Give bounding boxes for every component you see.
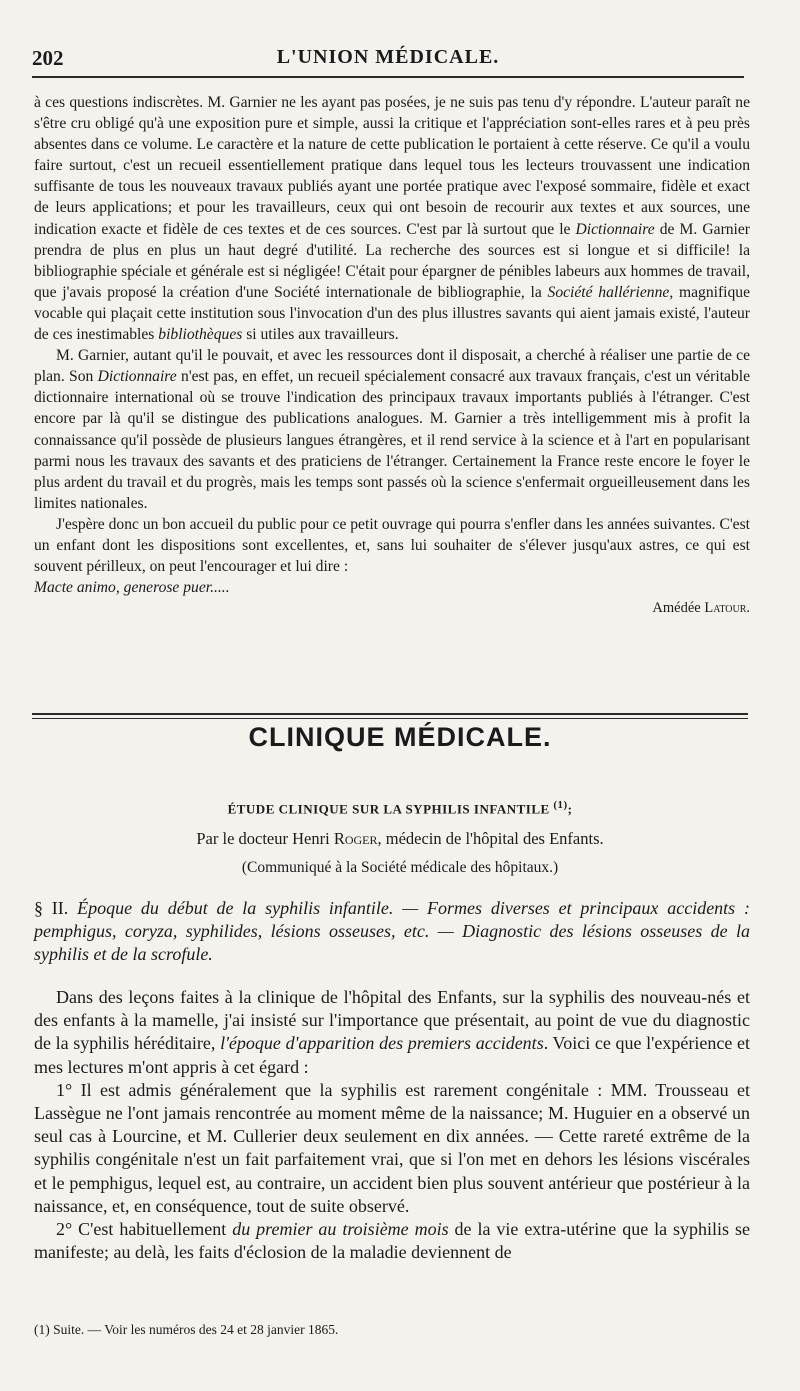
article-body bbox=[34, 986, 750, 1264]
review-p2-text: M. Garnier, autant qu'il le pouvait, et avec les ressources dont il disposait, a cherché à réaliser une partie de ce plan. Son bbox=[34, 347, 750, 386]
review-p1-em3: bibliothèques bbox=[158, 326, 243, 344]
section-rule-top bbox=[32, 713, 748, 715]
article-p3-text-b: de la vie extra-utérine que la syphilis se manifeste; au delà, les faits d'éclosion de la maladie deviennent de bbox=[34, 1219, 750, 1263]
motto-text: Macte animo, generose puer..... bbox=[34, 579, 230, 597]
section-rule-thin bbox=[32, 718, 748, 719]
motto bbox=[34, 577, 750, 598]
article-paragraph-3 bbox=[34, 1218, 750, 1264]
signature bbox=[34, 598, 750, 619]
article-title-end: ; bbox=[567, 801, 573, 817]
section-heading-text: Époque du début de la syphilis infantile. — Formes diverses et principaux accidents : pemphigus, coryza, syphilides, lésions osseuses, etc. — Diagnostic des lésions osseuses de la syphilis et de la scrofule. bbox=[34, 898, 750, 964]
signature-first: Amédée bbox=[652, 600, 705, 617]
review-p2-em: Dictionnaire bbox=[97, 368, 177, 386]
article-p1-text-b: . Voici ce que l'expérience et mes lectures m'ont appris à cet égard : bbox=[34, 1033, 750, 1077]
author-post: , médecin de l'hôpital des Enfants. bbox=[377, 829, 604, 848]
review-p1-em2: Société hallérienne bbox=[547, 283, 670, 301]
article-p1-em: l'époque d'apparition des premiers accidents bbox=[220, 1033, 544, 1054]
review-paragraph-2 bbox=[34, 345, 750, 514]
page-number: 202 bbox=[32, 46, 64, 70]
article-p3-text: 2° C'est habituellement bbox=[56, 1219, 233, 1240]
article-title bbox=[0, 799, 800, 817]
article-p3-em: du premier au troisième mois bbox=[232, 1219, 449, 1240]
section-label: § II. bbox=[34, 898, 69, 918]
review-text bbox=[34, 92, 750, 619]
footnote: (1) Suite. — Voir les numéros des 24 et 28 janvier 1865. bbox=[34, 1322, 339, 1337]
signature-last: Latour. bbox=[704, 600, 750, 617]
section-heading bbox=[34, 897, 750, 966]
review-p1-em1: Dictionnaire bbox=[575, 220, 655, 238]
running-head bbox=[32, 40, 744, 78]
review-p1-text-d: si utiles aux travailleurs. bbox=[242, 326, 399, 344]
author-pre: Par le docteur Henri bbox=[196, 829, 334, 848]
review-paragraph-1 bbox=[34, 92, 750, 345]
journal-title: L'UNION MÉDICALE. bbox=[276, 46, 500, 68]
communication-line: (Communiqué à la Société médicale des hôpitaux.) bbox=[241, 859, 559, 876]
author-line bbox=[0, 829, 800, 849]
article-title-text: ÉTUDE CLINIQUE SUR LA SYPHILIS INFANTILE bbox=[227, 801, 550, 817]
review-p2-text-b: n'est pas, en effet, un recueil spécialement consacré aux travaux français, c'est un véritable dictionnaire international où se trouve l'indication des principaux travaux importants publiés à l'étranger. C'est encore par là qu'il se distingue des publications analogues. M. Garnier a très intelligemment mis à profit la connaissance qu'il possède de plusieurs langues étrangères, et il rend service à la science et à l'art en popularisant parmi nous les travaux des savants et des praticiens de l'étranger. Certainement la France reste encore le foyer le plus ardent du travail et du progrès, mais les temps sont passés où la science s'enfermait orgueilleusement dans les limites nationales. bbox=[34, 368, 751, 512]
review-p1-text-c: , magnifique vocable qui plaçait cette institution sous l'invocation d'un des plus illustres savants qui aient jamais existé, l'auteur de ces inestimables bbox=[34, 283, 750, 344]
review-p1-text: à ces questions indiscrètes. M. Garnier ne les ayant pas posées, je ne suis pas tenu d'y répondre. L'auteur paraît ne s'être cru obligé qu'à une exposition pure et simple, aussi la critique et l'appréciation sont-elles rares et à peu près absentes dans ce volume. Le caractère et la nature de cette publication le portaient à cette réserve. Ce qu'il a voulu faire surtout, c'est un recueil essentiellement pratique dans lequel tous les lecteurs trouvassent une indication suffisante de tous les nouveaux travaux publiés ayant une portée pratique avec l'exposé sommaire, fidèle et exact de leurs applications; et pour les travailleurs, ceux qui ont besoin de recourir aux textes et aux sources, une indication exacte et fidèle de ces textes et de ces sources. C'est par là surtout que le bbox=[34, 94, 750, 238]
footnote-ref[interactable]: (1) bbox=[553, 799, 568, 811]
section-title: CLINIQUE MÉDICALE. bbox=[248, 722, 552, 752]
author-name: Roger bbox=[333, 829, 378, 848]
article-paragraph-1 bbox=[34, 986, 750, 1079]
article-paragraph-2: 1° Il est admis généralement que la syphilis est rarement congénitale : MM. Trousseau et Lassègue ne l'ont jamais rencontrée au moment même de la naissance; M. Huguier en a observé un seul cas à Lourcine, et M. Cullerier deux seulement en dix années. — Cette rareté extrême de la syphilis congénitale n'est un fait parfaitement vrai, que si l'on met en dehors les lésions viscérales et le pemphigus, lequel est, au contraire, un accident bien plus souvent antérieur que postérieur à la naissance, et, en conséquence, tout de suite observé. bbox=[34, 1079, 750, 1216]
review-paragraph-3: J'espère donc un bon accueil du public pour ce petit ouvrage qui pourra s'enfler dans les années suivantes. C'est un enfant dont les dispositions sont excellentes, et, sans lui souhaiter de s'élever jusqu'aux astres, ce qui est souvent périlleux, on peut l'encourager et lui dire : bbox=[34, 515, 750, 576]
review-p1-text-b: de M. Garnier prendra de plus en plus un haut degré d'utilité. La recherche des sources est si longue et si difficile! la bibliographie spéciale et générale est si négligée! C'était pour épargner de pénibles labeurs aux hommes de travail, que j'avais proposé la création d'une Société internationale de bibliographie, la bbox=[34, 220, 751, 301]
article-p1-text: Dans des leçons faites à la clinique de l'hôpital des Enfants, sur la syphilis des nouveau-nés et des enfants à la mamelle, j'ai insisté sur l'importance que présentait, au point de vue du diagnostic de la syphilis héréditaire, bbox=[34, 987, 750, 1054]
